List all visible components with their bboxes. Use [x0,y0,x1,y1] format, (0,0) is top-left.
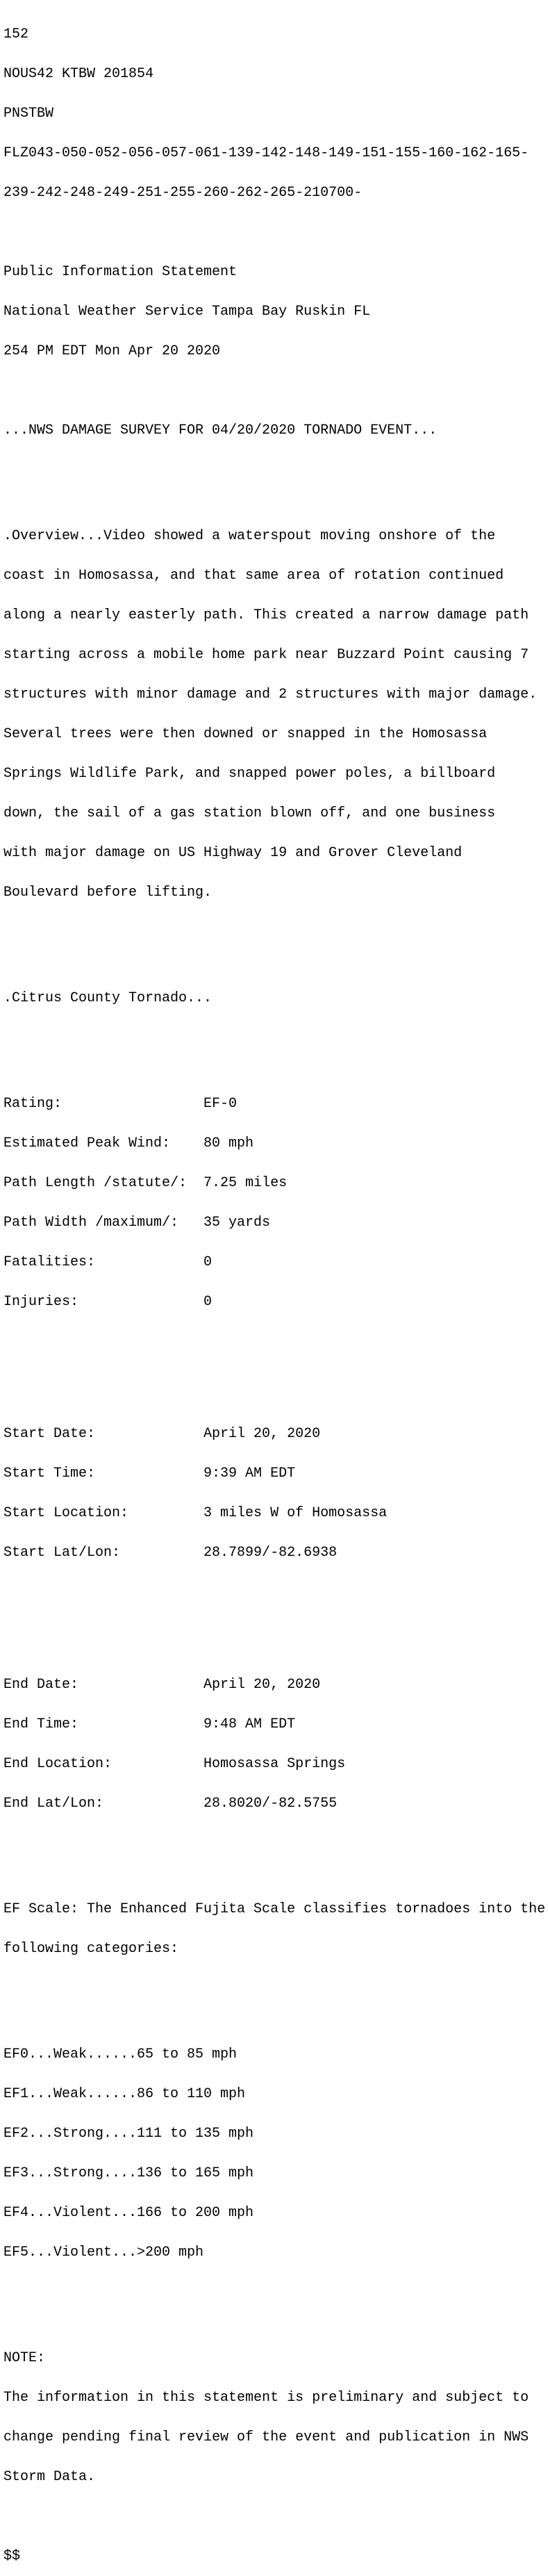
section-title: .Citrus County Tornado... [3,990,213,1006]
stat-row [3,1137,548,1150]
ef-scale-row: EF2...Strong....111 to 135 mph [3,2126,254,2142]
statement-document [3,1,548,2576]
row-label: Estimated Peak Wind: [3,1135,204,1151]
end-row [3,1797,548,1810]
row-value: 28.8020/-82.5755 [204,1796,338,1812]
stat-row [3,1295,548,1308]
row-label: Injuries: [3,1294,204,1310]
ef-scale-intro: following categories: [3,1941,179,1957]
row-label: Rating: [3,1096,204,1112]
stat-row [3,1256,548,1269]
wmo-header: NOUS42 KTBW 201854 [3,66,154,82]
ef-scale-list [3,2021,548,2286]
row-value: Homosassa Springs [204,1756,346,1772]
row-value: EF-0 [204,1096,238,1112]
row-value: April 20, 2020 [204,1426,321,1442]
ef-scale-row: EF0...Weak......65 to 85 mph [3,2046,238,2062]
overview-line: Several trees were then downed or snapped in the Homosassa [3,726,488,742]
row-label: End Time: [3,1716,204,1732]
row-value: 9:48 AM EDT [204,1716,296,1732]
row-label: End Date: [3,1677,204,1693]
start-row [3,1546,548,1559]
issue-time: 254 PM EDT Mon Apr 20 2020 [3,343,221,359]
row-label: Start Date: [3,1426,204,1442]
row-value: 3 miles W of Homosassa [204,1505,388,1521]
awips-id: PNSTBW [3,106,54,122]
row-label: Start Time: [3,1466,204,1482]
ef-scale-row: EF1...Weak......86 to 110 mph [3,2086,246,2102]
zone-list-line-1: FLZ043-050-052-056-057-061-139-142-148-149-151-155-160-162-165- [3,145,529,161]
sequence-number: 152 [3,26,29,42]
row-value: 28.7899/-82.6938 [204,1545,338,1561]
note-line: change pending final review of the event and publication in NWS [3,2429,529,2445]
ef-scale-row: EF4...Violent...166 to 200 mph [3,2205,254,2221]
statement-title: Public Information Statement [3,264,238,280]
overview-paragraph [3,503,548,926]
row-label: Start Lat/Lon: [3,1545,204,1561]
end-row [3,1757,548,1771]
overview-line: starting across a mobile home park near Buzzard Point causing 7 [3,647,529,663]
row-label: Start Location: [3,1505,204,1521]
row-value: 0 [204,1254,213,1270]
row-value: 0 [204,1294,213,1310]
start-row [3,1507,548,1520]
ef-scale-row: EF3...Strong....136 to 165 mph [3,2165,254,2181]
stat-row [3,1176,548,1190]
note-label: NOTE: [3,2350,46,2366]
note-line: The information in this statement is preliminary and subject to [3,2390,529,2406]
stats-table [3,1071,548,1335]
row-label: Path Width /maximum/: [3,1215,204,1231]
row-value: 9:39 AM EDT [204,1466,296,1482]
start-row [3,1427,548,1441]
ef-scale-row: EF5...Violent...>200 mph [3,2245,204,2261]
end-table [3,1652,548,1837]
stat-row [3,1097,548,1110]
row-value: April 20, 2020 [204,1677,321,1693]
overview-line: Boulevard before lifting. [3,885,213,901]
end-row [3,1678,548,1691]
ef-scale-intro: EF Scale: The Enhanced Fujita Scale classifies tornadoes into the [3,1901,546,1917]
overview-line: structures with minor damage and 2 structures with major damage. [3,687,538,703]
start-table [3,1401,548,1586]
overview-line: along a nearly easterly path. This created a narrow damage path [3,607,529,623]
row-value: 35 yards [204,1215,271,1231]
overview-line: with major damage on US Highway 19 and Grover Cleveland [3,845,463,861]
issuing-office: National Weather Service Tampa Bay Ruskin FL [3,304,371,320]
row-label: End Location: [3,1756,204,1772]
row-label: Fatalities: [3,1254,204,1270]
row-label: End Lat/Lon: [3,1796,204,1812]
overview-line: coast in Homosassa, and that same area of rotation continued [3,568,504,584]
overview-line: .Overview...Video showed a waterspout moving onshore of the [3,528,496,544]
row-value: 7.25 miles [204,1175,288,1191]
note-line: Storm Data. [3,2469,96,2485]
overview-line: down, the sail of a gas station blown off, and one business [3,805,496,821]
overview-line: Springs Wildlife Park, and snapped power poles, a billboard [3,766,496,782]
row-label: Path Length /statute/: [3,1175,204,1191]
headline: ...NWS DAMAGE SURVEY FOR 04/20/2020 TORNADO EVENT... [3,423,438,438]
end-marker: $$ [3,2548,21,2564]
end-row [3,1718,548,1731]
zone-list-line-2: 239-242-248-249-251-255-260-262-265-210700- [3,185,363,201]
stat-row [3,1216,548,1229]
start-row [3,1467,548,1480]
row-value: 80 mph [204,1135,254,1151]
